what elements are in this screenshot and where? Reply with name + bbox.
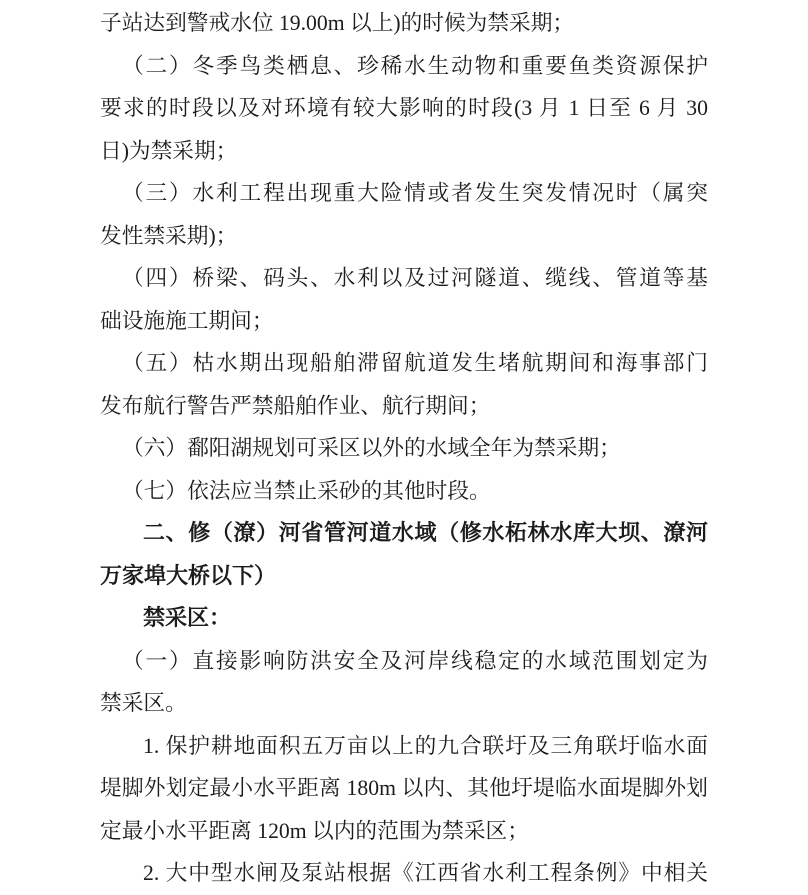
list-item-2-line: 日)为禁采期； xyxy=(100,138,238,163)
list-item-2-line: （二）冬季鸟类栖息、珍稀水生动物和重要鱼类资源保护 xyxy=(122,53,708,78)
list-item-4-line: 础设施施工期间； xyxy=(100,308,274,333)
numbered-item-1-line: 堤脚外划定最小水平距离 180m 以内、其他圩堤临水面堤脚外划 xyxy=(100,776,708,800)
list-item-3-line: 发性禁采期)； xyxy=(100,223,238,248)
list-item-5-line: 发布航行警告严禁船舶作业、航行期间； xyxy=(100,393,491,418)
section-heading-line: 二、修（潦）河省管河道水域（修水柘林水库大坝、潦河 xyxy=(143,520,708,545)
list-item-6-line: （六）鄱阳湖规划可采区以外的水域全年为禁采期； xyxy=(122,436,621,460)
list-item-1-line: 禁采区。 xyxy=(100,691,187,715)
list-item-7-line: （七）依法应当禁止采砂的其他时段。 xyxy=(122,478,491,503)
numbered-item-1-line: 定最小水平距离 120m 以内的范围为禁采区； xyxy=(100,818,529,843)
section-heading-line: 万家埠大桥以下） xyxy=(100,562,277,588)
list-item-1-line: （一）直接影响防洪安全及河岸线稳定的水域范围划定为 xyxy=(122,648,708,673)
list-item-2-line: 要求的时段以及对环境有较大影响的时段(3 月 1 日至 6 月 30 xyxy=(100,96,708,120)
list-item-3-line: （三）水利工程出现重大险情或者发生突发情况时（属突 xyxy=(122,181,708,205)
paragraph-continuation-line: 子站达到警戒水位 19.00m 以上)的时候为禁采期； xyxy=(100,11,575,35)
list-item-4-line: （四）桥梁、码头、水利以及过河隧道、缆线、管道等基 xyxy=(122,266,708,290)
subsection-heading-line: 禁采区： xyxy=(143,605,232,630)
list-item-5-line: （五）枯水期出现船舶滞留航道发生堵航期间和海事部门 xyxy=(122,351,708,375)
numbered-item-1-line: 1. 保护耕地面积五万亩以上的九合联圩及三角联圩临水面 xyxy=(143,733,708,758)
numbered-item-2-line: 2. 大中型水闸及泵站根据《江西省水利工程条例》中相关 xyxy=(143,861,708,885)
